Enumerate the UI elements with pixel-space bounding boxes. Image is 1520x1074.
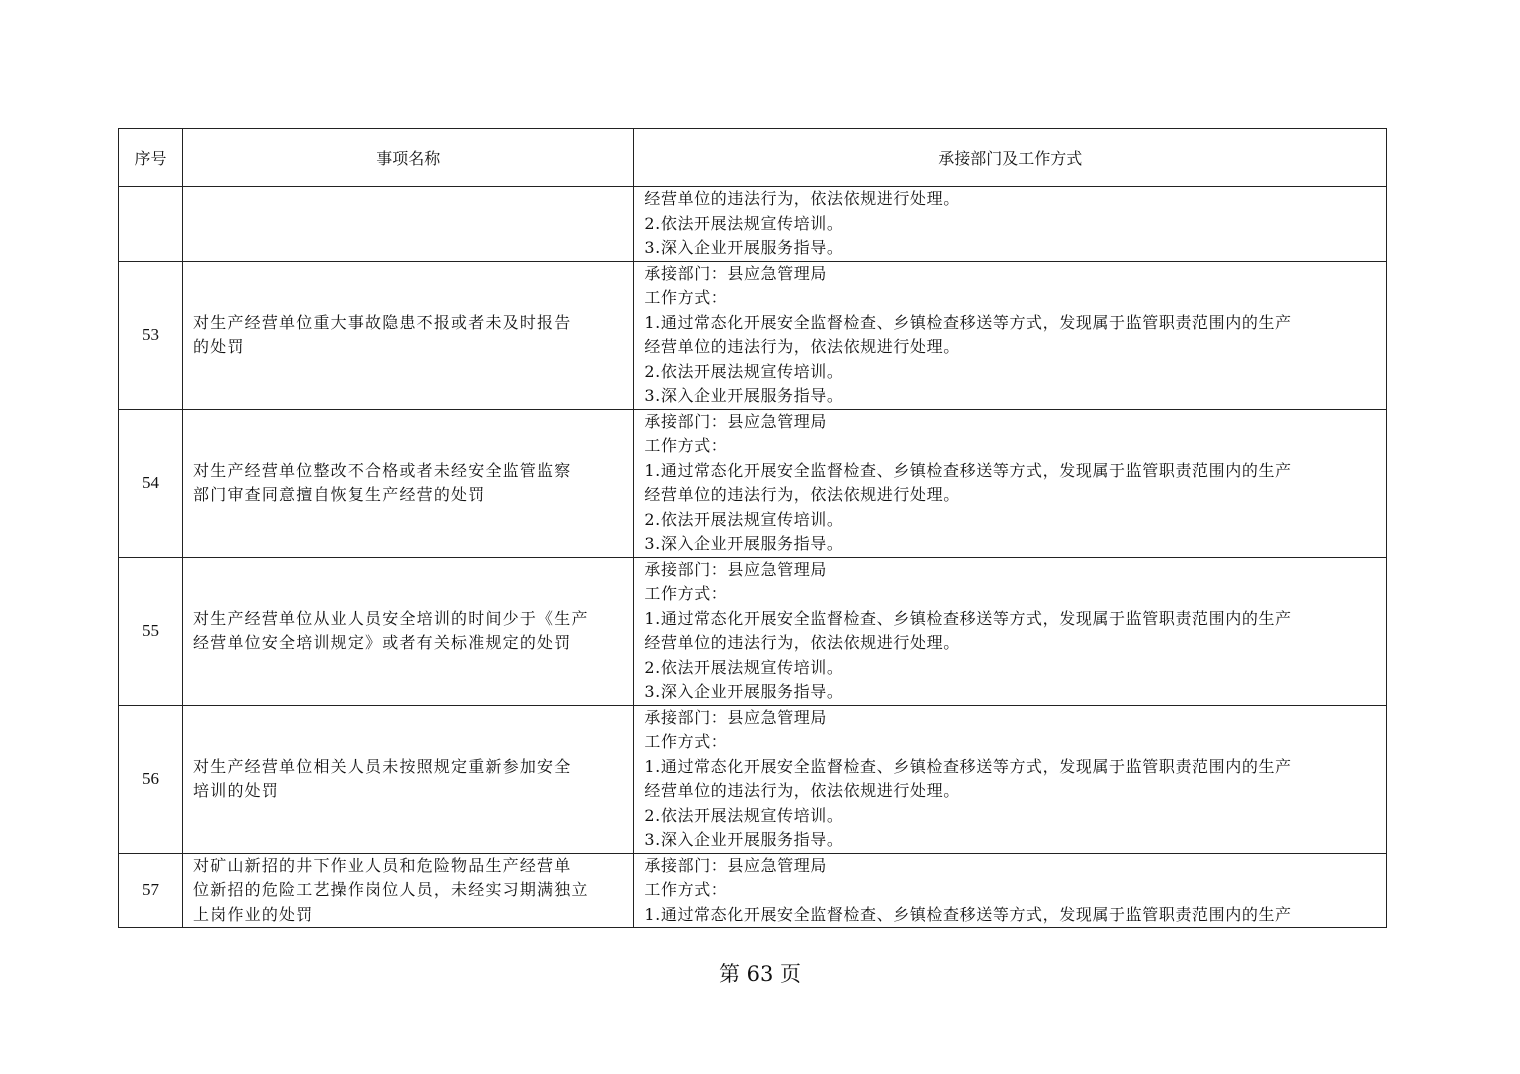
row-name (183, 187, 634, 262)
dept-line: 2.依法开展法规宣传培训。 (644, 361, 844, 381)
dept-line: 工作方式： (644, 584, 728, 603)
row-dept (634, 557, 1387, 705)
name-line: 培训的处罚 (193, 781, 280, 800)
table-header-row (119, 129, 1387, 187)
dept-line: 承接部门：县应急管理局 (644, 707, 827, 727)
dept-line: 1.通过常态化开展安全监督检查、乡镇检查移送等方式，发现属于监管职责范围内的生产 (644, 312, 1292, 332)
table-row (119, 557, 1387, 705)
name-line: 对生产经营单位从业人员安全培训的时间少于《生产 (193, 608, 589, 628)
dept-line: 经营单位的违法行为，依法依规进行处理。 (644, 781, 960, 800)
row-name (183, 557, 634, 705)
dept-line: 工作方式： (644, 732, 728, 751)
row-name (183, 261, 634, 409)
row-no: 57 (119, 853, 183, 928)
header-dept: 承接部门及工作方式 (634, 129, 1387, 187)
row-dept (634, 187, 1387, 262)
dept-line: 2.依法开展法规宣传培训。 (644, 805, 844, 825)
dept-line: 工作方式： (644, 880, 728, 899)
name-line: 对生产经营单位重大事故隐患不报或者未及时报告 (193, 312, 572, 332)
dept-line: 3.深入企业开展服务指导。 (644, 682, 844, 701)
dept-line: 1.通过常态化开展安全监督检查、乡镇检查移送等方式，发现属于监管职责范围内的生产 (644, 756, 1292, 776)
name-line: 经营单位安全培训规定》或者有关标准规定的处罚 (193, 633, 572, 652)
name-line: 的处罚 (193, 337, 245, 356)
name-line: 位新招的危险工艺操作岗位人员，未经实习期满独立 (193, 880, 589, 899)
row-dept (634, 853, 1387, 928)
table-row (119, 409, 1387, 557)
name-line: 上岗作业的处罚 (193, 904, 314, 924)
table-row (119, 853, 1387, 928)
name-line: 部门审查同意擅自恢复生产经营的处罚 (193, 485, 486, 504)
dept-line: 承接部门：县应急管理局 (644, 855, 827, 875)
dept-line: 承接部门：县应急管理局 (644, 559, 827, 579)
dept-line: 1.通过常态化开展安全监督检查、乡镇检查移送等方式，发现属于监管职责范围内的生产 (644, 904, 1292, 924)
name-line: 对生产经营单位整改不合格或者未经安全监管监察 (193, 460, 572, 480)
row-dept (634, 261, 1387, 409)
table-row-continuation (119, 187, 1387, 262)
row-no (119, 187, 183, 262)
dept-line: 1.通过常态化开展安全监督检查、乡镇检查移送等方式，发现属于监管职责范围内的生产 (644, 460, 1292, 480)
row-no: 54 (119, 409, 183, 557)
row-no: 56 (119, 705, 183, 853)
dept-line: 经营单位的违法行为，依法依规进行处理。 (644, 189, 960, 208)
dept-line: 经营单位的违法行为，依法依规进行处理。 (644, 633, 960, 652)
dept-line: 3.深入企业开展服务指导。 (644, 534, 844, 553)
page-number: 第 63 页 (718, 962, 802, 986)
dept-line: 2.依法开展法规宣传培训。 (644, 509, 844, 529)
table-row (119, 705, 1387, 853)
dept-line: 承接部门：县应急管理局 (644, 411, 827, 431)
dept-line: 2.依法开展法规宣传培训。 (644, 657, 844, 677)
dept-line: 3.深入企业开展服务指导。 (644, 830, 844, 849)
row-dept (634, 705, 1387, 853)
dept-line: 3.深入企业开展服务指导。 (644, 238, 844, 257)
row-no: 53 (119, 261, 183, 409)
name-line: 对生产经营单位相关人员未按照规定重新参加安全 (193, 756, 572, 776)
dept-line: 工作方式： (644, 288, 728, 307)
dept-line: 承接部门：县应急管理局 (644, 263, 827, 283)
items-table (118, 128, 1387, 928)
dept-line: 经营单位的违法行为，依法依规进行处理。 (644, 337, 960, 356)
table-row (119, 261, 1387, 409)
dept-line: 3.深入企业开展服务指导。 (644, 386, 844, 405)
row-name (183, 409, 634, 557)
name-line: 对矿山新招的井下作业人员和危险物品生产经营单 (193, 855, 572, 875)
row-name (183, 853, 634, 928)
dept-line: 工作方式： (644, 436, 728, 455)
header-name: 事项名称 (183, 129, 634, 187)
row-no: 55 (119, 557, 183, 705)
dept-line: 经营单位的违法行为，依法依规进行处理。 (644, 485, 960, 504)
dept-line: 1.通过常态化开展安全监督检查、乡镇检查移送等方式，发现属于监管职责范围内的生产 (644, 608, 1292, 628)
dept-line: 2.依法开展法规宣传培训。 (644, 213, 844, 233)
row-dept (634, 409, 1387, 557)
header-no: 序号 (119, 129, 183, 187)
row-name (183, 705, 634, 853)
